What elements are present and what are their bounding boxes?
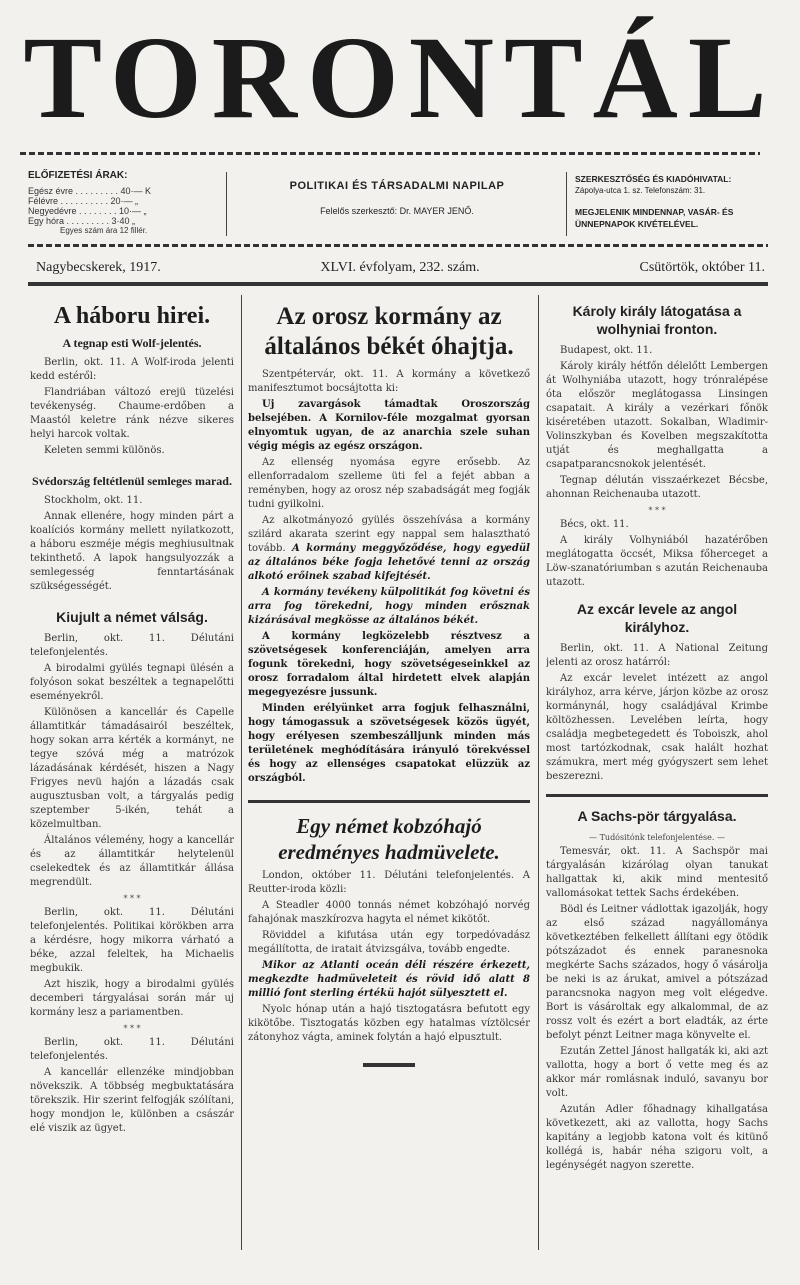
office-heading: SZERKESZTŐSÉG ÉS KIADÓHIVATAL: bbox=[575, 174, 732, 184]
article-paragraph: Az excár levelet intézett az angol királyhoz, arra kérve, járjon közbe az orosz kormánynál, hogy családjával Krimbe költözhessen. Levelében leírta, hogy családja megbetegedett és Toboiszk, ahol most tartózkodnak, csak halált hozhat számukra, mert még gyógyszert sem lehet beszerezni. bbox=[546, 673, 768, 782]
article-paragraph: Temesvár, okt. 11. A Sachspör mai tárgyalásán kizárólag olyan tanukat hallgattak ki, akik mind mentesitő vallomásokat tettek Sachs érdekében. bbox=[546, 846, 768, 899]
article-paragraph-bold: Minden erélyünket arra fogjuk felhasználni, hogy támogassuk a szövetségesek közös ügyét, hogy erélyesen szembeszálljunk minden más területének meghódítására irányuló törekvéssel és hogy az ellenséges csapatokat elüzzük az országból. bbox=[248, 703, 530, 784]
article-paragraph-italic: A kormány tevékeny külpolitikát fog követni és arra fog törekedni, hogy minden erősznak kizárásával megkösse az általános békét. bbox=[248, 587, 530, 626]
publication-frequency: MEGJELENIK MINDENNAP, VASÁR- ÉS ÜNNEPNAPOK KIVÉTELÉVEL. bbox=[575, 207, 734, 229]
sweden-title: Svédország feltétlenül semleges marad. bbox=[32, 474, 232, 488]
column-2 bbox=[248, 296, 530, 1256]
header-divider bbox=[226, 172, 227, 236]
article-paragraph: A Steadler 4000 tonnás német kobzóhajó norvég fahajónak maszkírozva hagyta el német kikötőt. bbox=[248, 900, 530, 925]
article-paragraph-bold: A kormány legközelebb résztvesz a szövetségesek konferenciáján, amelyen arra fogunk törekedni, hogy szövetségeseinkkel az orosz forradalom által hirdetett elvek alapján megegyezésre jussunk. bbox=[248, 631, 530, 698]
section-stars: * * * bbox=[123, 1024, 141, 1033]
correspondent-note: — Tudósitónk telefonjelentése. — bbox=[589, 833, 725, 842]
article-paragraph: Különösen a kancellár és Capelle államtitkár támadásairól beszéltek, hogy sokan arra kérték a kormányt, ne tegye szóvá még a matrózok lázadásának kérdését, hiszen a Nagy Frigyes nevü hajón a lázadás csak augusztusban volt, a tárgyalás pedig szeptember 5-ikén, tehát a közelmultban. bbox=[30, 707, 234, 830]
dateline-rule bbox=[28, 282, 768, 286]
king-visit-title: Károly király látogatása a wolhyniai fronton. bbox=[572, 303, 742, 337]
newspaper-title: TORONTÁL bbox=[23, 12, 777, 143]
article-paragraph: Károly király hétfőn délelőtt Lembergen át Wolhyniába utazott, hogy trónralépése óta először meglátogassa Linsingen csapatait. A király a vezérkari főnök kiséretében utazott. Sokalban, Wladimir-Volinszkyban és Kovelben megszakította utját és meghallgatta a csapatparancsnokok jelentését. bbox=[546, 361, 768, 470]
article-paragraph: A birodalmi gyülés tegnapi ülésén a folyóson sokat beszéltek a tegnapelőtti eseményekről. bbox=[30, 663, 234, 702]
article-paragraph-bold: Uj zavargások támadtak Oroszország belsejében. A Kornilov-féle mozgalmat gyorsan elnyomtuk ugyan, de az anarchia szele suhan végig mégis az egész országon. bbox=[248, 399, 530, 452]
article-paragraph: London, október 11. Délutáni telefonjelentés. A Reutter-iroda közli: bbox=[248, 870, 530, 895]
article-rule bbox=[248, 800, 530, 803]
header-divider bbox=[566, 172, 567, 236]
article-paragraph: A király Volhyniából hazatérőben meglátogatta öccsét, Miksa főherceget a Löw-szanatóriumban s azután Reichenauba utazott. bbox=[546, 535, 768, 588]
war-news-title: A háboru hirei. bbox=[53, 303, 211, 329]
raider-ship-title: Egy német kobzóhajó eredményes hadmüvelete. bbox=[278, 814, 500, 864]
editor-line: Felelős szerkesztő: Dr. MAYER JENŐ. bbox=[320, 206, 474, 216]
wolf-report-title: A tegnap esti Wolf-jelentés. bbox=[62, 336, 202, 350]
subscription-heading: ELŐFIZETÉSI ÁRAK: bbox=[28, 170, 128, 181]
article-paragraph: Röviddel a kifutása után egy torpedóvadász megállította, de iratait átvizsgálva, tovább engedte. bbox=[248, 930, 530, 955]
subscription-row: Negyedévre . . . . . . . . 10·— „ bbox=[28, 206, 147, 216]
article-paragraph: Bécs, okt. 11. bbox=[560, 519, 629, 530]
subscription-row: Egész évre . . . . . . . . . 40·— K bbox=[28, 186, 152, 196]
section-stars: * * * bbox=[648, 506, 666, 515]
column-1 bbox=[30, 296, 234, 1256]
article-paragraph: Budapest, okt. 11. bbox=[560, 345, 653, 356]
article-paragraph: Ezután Zettel Jánost hallgaták ki, aki azt vallotta, hogy a bort ő vette meg és az akkor már romlásnak induló, savanyu bor volt. bbox=[546, 1046, 768, 1099]
dateline-date: Csütörtök, október 11. bbox=[639, 260, 765, 275]
article-paragraph: Berlin, okt. 11. A Wolf-iroda jelenti kedd estéről: bbox=[30, 357, 234, 382]
article-paragraph: Nyolc hónap után a hajó tisztogatásra befutott egy kikötőbe. Tisztogatás közben egy hatalmas víztölcsér zátonyhoz vágta, aminek folytán a hajó elpusztult. bbox=[248, 1004, 530, 1043]
dateline-place: Nagybecskerek, 1917. bbox=[36, 260, 161, 275]
article-paragraph: Szentpétervár, okt. 11. A kormány a következő manifesztumot bocsájtotta ki: bbox=[248, 369, 530, 394]
article-rule bbox=[546, 794, 768, 797]
article-text: Az alkotmányozó gyülés összehívása a kormány szilárd akarata szerint egy nappal sem halasztható tovább. bbox=[248, 515, 530, 554]
header-rule bbox=[28, 244, 768, 247]
column-3 bbox=[546, 296, 768, 1256]
office-address: Zápolya-utca 1. sz. Telefonszám: 31. bbox=[575, 186, 706, 195]
article-paragraph: Berlin, okt. 11. Délutáni telefonjelentés. bbox=[30, 1037, 234, 1062]
article-paragraph: Annak ellenére, hogy minden párt a koalíciós kormány mellett nyilatkozott, a háboru eszméje mégis meghiusultnak tekinthető. A lapok hangsulyozzák a semlegesség fenntartásának szükségességét. bbox=[30, 511, 234, 592]
article-paragraph: Berlin, okt. 11. Délutáni telefonjelentés. Politikai körökben arra a kérdésre, hogy mikorra várható a béke, azzal feleltek, ha Michaelis megbukik. bbox=[30, 907, 234, 974]
column-divider bbox=[538, 295, 539, 1250]
paper-subtitle: POLITIKAI ÉS TÁRSADALMI NAPILAP bbox=[289, 180, 505, 192]
russia-peace-title: Az orosz kormány az általános békét óhajtja. bbox=[264, 303, 514, 360]
section-stars: * * * bbox=[123, 894, 141, 903]
article-paragraph: A kancellár ellenzéke mindjobban növekszik. A többség megbuktatására törekszik. Hir szerint felfogják szólítani, hogy mondjon le, különben a császár elé viszik az ügyet. bbox=[30, 1067, 234, 1134]
article-paragraph: Az ellenség nyomása egyre erősebb. Az ellenforradalom szelleme üti fel a fejét abban a reményben, hogy az orosz nép szabadságát meg fogják tudni gyilkolni. bbox=[248, 457, 530, 510]
article-paragraph: Stockholm, okt. 11. bbox=[44, 495, 143, 506]
article-end-rule bbox=[363, 1063, 415, 1067]
excar-letter-title: Az excár levele az angol királyhoz. bbox=[576, 601, 738, 635]
article-paragraph bbox=[248, 514, 530, 584]
article-text-italic: A kormány meggyőződése, hogy egyedül az általános béke fogja lehetővé tenni az ország alkotó erőinek szabad kifejtését. bbox=[248, 543, 530, 582]
masthead bbox=[20, 8, 780, 148]
article-paragraph: Flandriában változó erejü tüzelési tevékenység. Chaume-erdőben a Maastól keletre ránk nézve sikeres helyi harcok voltak. bbox=[30, 387, 234, 440]
article-paragraph: Azt hiszik, hogy a birodalmi gyülés decemberi tárgyalásai során már uj kormány lesz a pariamentben. bbox=[30, 979, 234, 1018]
subscription-row: Félévre . . . . . . . . . . 20·— „ bbox=[28, 196, 139, 206]
article-paragraph: Keleten semmi különös. bbox=[44, 445, 165, 456]
column-divider bbox=[241, 295, 242, 1250]
article-paragraph: Azután Adler főhadnagy kihallgatása következett, aki az vallotta, hogy Sachs kapitány a legjobb katona volt és kitünő kollégá is, habár néha szigoru volt, a legénységét nagyon szerette. bbox=[546, 1104, 768, 1171]
article-paragraph: Általános vélemény, hogy a kancellár és az államtitkár helytelenül cselekedtek és az államtitkár állása megrendült. bbox=[30, 835, 234, 888]
sachs-trial-title: A Sachs-pör tárgyalása. bbox=[577, 808, 737, 824]
masthead-rule bbox=[20, 152, 760, 155]
article-paragraph: Berlin, okt. 11. Délutáni telefonjelentés. bbox=[30, 633, 234, 658]
article-paragraph: Tegnap délután visszaérkezet Bécsbe, ahonnan Reichenauba utazott. bbox=[546, 475, 768, 500]
article-paragraph: Berlin, okt. 11. A National Zeitung jelenti az orosz határról: bbox=[546, 643, 768, 668]
german-crisis-title: Kiujult a német válság. bbox=[56, 609, 208, 625]
article-paragraph-italic: Mikor az Atlanti oceán déli részére érkezett, megkezdte hadmüveleteit és rövid idő alatt 8 millió font sterling értékü hajót sülyesztett el. bbox=[248, 960, 530, 999]
dateline-issue: XLVI. évfolyam, 232. szám. bbox=[320, 260, 480, 275]
subscription-row: Egy hóra . . . . . . . . . 3·40 „ bbox=[28, 216, 136, 226]
article-paragraph: Bödl és Leitner vádlottak igazolják, hogy az első század nagyállománya következtében felkellett állítani egy ötödik pótszázadot és ennek paranesnoka megkérte Sachs százados, hogy ő vásárolja be neki is az árukat, amivel a pótszázad parancsnoka nagyon meg volt elégedve. Bort is vásároltak egy alkalommal, de az rossz volt és ezért a bort eladták, az érte befolyt pénzt Leitner maga könyvelte el. bbox=[546, 904, 768, 1041]
single-issue-price: Egyes szám ára 12 fillér. bbox=[60, 226, 148, 235]
